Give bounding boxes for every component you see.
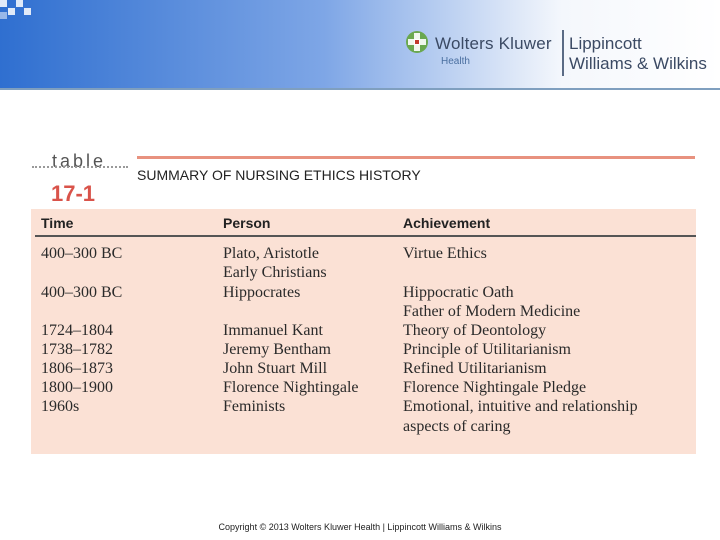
logo-divider <box>562 30 564 76</box>
cell-person: Hippocrates <box>223 284 301 301</box>
cell-achievement: Hippocratic Oath <box>403 284 514 301</box>
cell-person: Feminists <box>223 398 286 415</box>
cell-time: 1724–1804 <box>41 322 113 339</box>
publisher-name-line2: Williams & Wilkins <box>569 54 707 73</box>
cell-achievement: Father of Modern Medicine <box>403 303 581 320</box>
table-label-dots <box>32 166 128 168</box>
cell-time: 400–300 BC <box>41 284 123 301</box>
wolters-kluwer-logo-icon <box>405 30 429 54</box>
column-header-achievement: Achievement <box>403 215 491 231</box>
title-rule <box>137 156 695 159</box>
cell-achievement: aspects of caring <box>403 418 511 435</box>
header-rule <box>35 235 696 237</box>
column-header-person: Person <box>223 215 271 231</box>
cell-person: Early Christians <box>223 264 327 281</box>
cell-time: 1960s <box>41 398 80 415</box>
cell-achievement: Theory of Deontology <box>403 322 547 339</box>
cell-achievement: Refined Utilitarianism <box>403 360 547 377</box>
decorative-mosaic <box>0 0 34 20</box>
brand-name: Wolters Kluwer <box>435 34 552 53</box>
cell-time: 1738–1782 <box>41 341 113 358</box>
cell-person: Jeremy Bentham <box>223 341 331 358</box>
table-title: SUMMARY OF NURSING ETHICS HISTORY <box>137 167 421 183</box>
copyright-footer: Copyright © 2013 Wolters Kluwer Health | Lippincott Williams & Wilkins <box>218 522 502 532</box>
publisher-logo <box>405 28 720 78</box>
header-divider <box>0 88 720 90</box>
cell-person: Florence Nightingale <box>223 379 359 396</box>
cell-achievement: Florence Nightingale Pledge <box>403 379 587 396</box>
column-header-time: Time <box>41 215 74 231</box>
cell-person: Plato, Aristotle <box>223 245 319 262</box>
slide-header <box>0 0 720 90</box>
publisher-name-line1: Lippincott <box>569 34 642 53</box>
cell-time: 1800–1900 <box>41 379 113 396</box>
cell-achievement: Emotional, intuitive and relationship <box>403 398 638 415</box>
brand-subtitle: Health <box>441 56 470 67</box>
cell-achievement: Virtue Ethics <box>403 245 487 262</box>
table-panel <box>31 209 696 454</box>
table-number: 17-1 <box>51 181 96 206</box>
cell-achievement: Principle of Utilitarianism <box>403 341 571 358</box>
table-label: table <box>52 151 107 171</box>
cell-person: Immanuel Kant <box>223 322 323 339</box>
cell-person: John Stuart Mill <box>223 360 328 377</box>
cell-time: 1806–1873 <box>41 360 113 377</box>
cell-time: 400–300 BC <box>41 245 123 262</box>
